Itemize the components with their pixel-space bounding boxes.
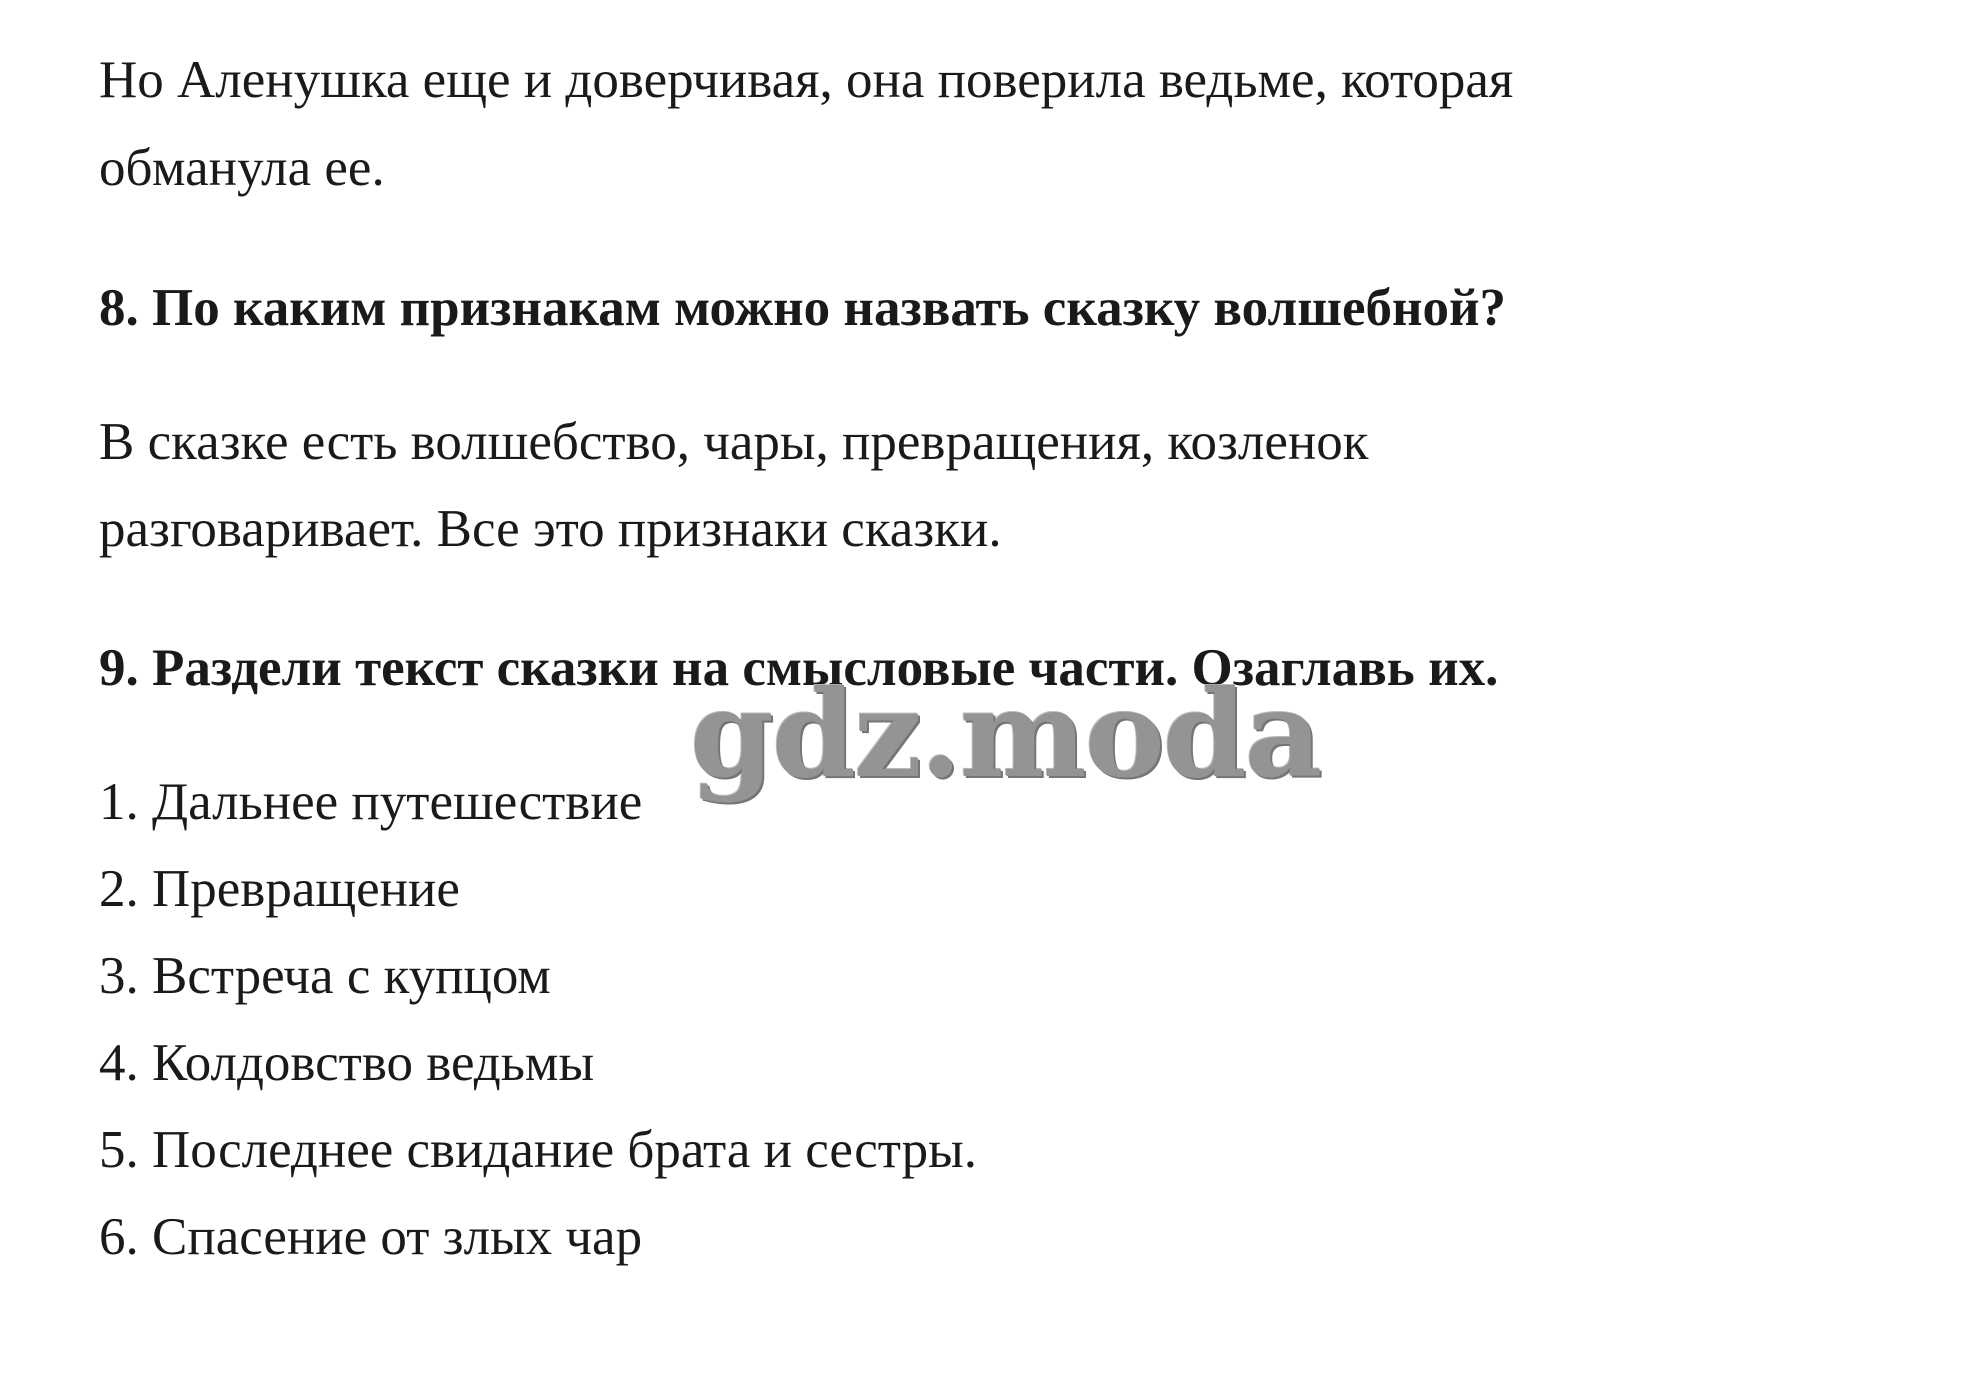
list-item: 6. Спасение от злых чар [99, 1208, 643, 1266]
list-item: 3. Встреча с купцом [99, 947, 551, 1005]
answer-line: В сказке есть волшебство, чары, превращения, козленок [99, 413, 1369, 471]
list-item: 5. Последнее свидание брата и сестры. [99, 1121, 977, 1179]
watermark: gdz.moda [690, 664, 1321, 805]
list-item: 2. Превращение [99, 860, 460, 918]
paragraph-line: Но Аленушка еще и доверчивая, она поверила ведьме, которая [99, 51, 1514, 109]
list-item: 4. Колдовство ведьмы [99, 1034, 595, 1092]
question-heading: 9. Раздели текст сказки на смысловые части. Озаглавь их. [99, 639, 1499, 697]
answer-line: разговаривает. Все это признаки сказки. [99, 500, 1002, 558]
list-item: 1. Дальнее путешествие [99, 773, 643, 831]
paragraph-line: обманула ее. [99, 139, 385, 197]
question-heading: 8. По каким признакам можно назвать сказку волшебной? [99, 279, 1507, 337]
